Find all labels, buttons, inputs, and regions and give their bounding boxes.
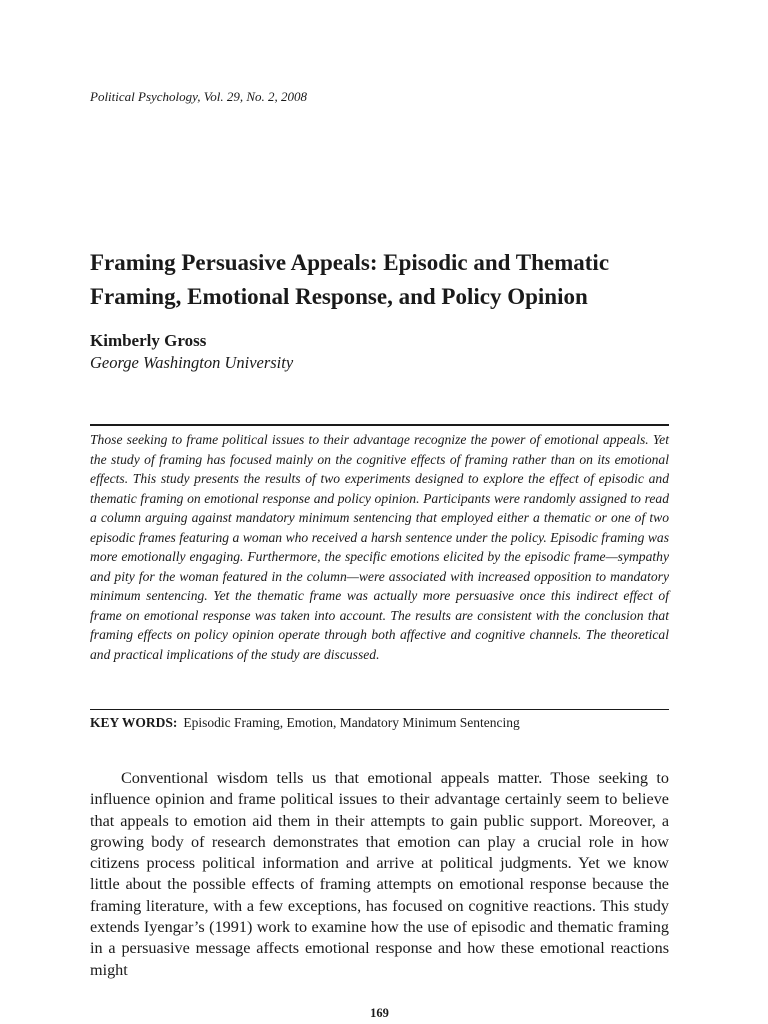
journal-header: Political Psychology, Vol. 29, No. 2, 2008 [90, 89, 308, 104]
abstract-top-rule [90, 424, 669, 426]
abstract-bottom-rule [90, 709, 669, 710]
author-name: Kimberly Gross [90, 331, 207, 350]
keywords-label: KEY WORDS: [90, 715, 178, 730]
article-title [90, 246, 669, 314]
body-paragraph: Conventional wisdom tells us that emotional appeals matter. Those seeking to influence opinion and frame political issues to their advantage certainly seem to believe that appeals to emotion aid them in their attempts to gain public support. Moreover, a growing body of research demonstrates that emotion can play a crucial role in how citizens process political information and arrive at political judgments. Yet we know little about the possible effects of framing attempts on emotional response because the framing literature, with a few exceptions, has focused on cognitive reactions. This study extends Iyengar’s (1991) work to examine how the use of episodic and thematic framing in a persuasive message affects emotional response and how these emotional reactions might [90, 769, 669, 979]
article-title-line-2: Framing, Emotional Response, and Policy Opinion [90, 284, 588, 309]
abstract: Those seeking to frame political issues to their advantage recognize the power of emotional appeals. Yet the study of framing has focused mainly on the cognitive effects of framing rather than on its emotional effects. This study presents the results of two experiments designed to explore the effect of episodic and thematic framing on emotional response and policy opinion. Participants were randomly assigned to read a column arguing against mandatory minimum sentencing that employed either a thematic or one of two episodic frames featuring a woman who received a harsh sentence under the policy. Episodic framing was more emotionally engaging. Furthermore, the specific emotions elicited by the episodic frame—sympathy and pity for the woman featured in the column—were associated with increased opposition to mandatory minimum sentencing. Yet the thematic frame was actually more persuasive once this indirect effect of frame on emotional response was taken into account. The results are consistent with the conclusion that framing effects on policy opinion operate through both affective and cognitive channels. The theoretical and practical implications of the study are discussed. [90, 432, 669, 663]
article-title-line-1: Framing Persuasive Appeals: Episodic and Thematic [90, 250, 610, 275]
keywords-line [90, 714, 520, 732]
author-affiliation: George Washington University [90, 353, 294, 372]
keywords-value: Episodic Framing, Emotion, Mandatory Minimum Sentencing [183, 715, 520, 730]
page-number: 169 [370, 1006, 389, 1020]
